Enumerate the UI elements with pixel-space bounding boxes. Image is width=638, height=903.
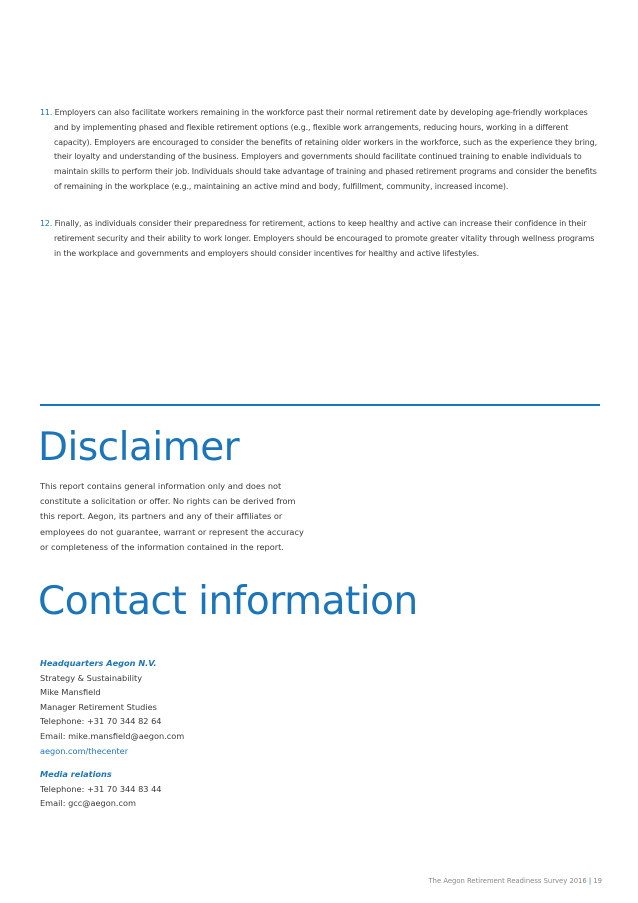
headquarters-contact	[40, 656, 184, 758]
recommendation-item	[40, 217, 600, 261]
disclaimer-line: This report contains general information only and does not	[40, 481, 282, 491]
recommendation-number: 12.	[40, 219, 53, 228]
website-link[interactable]: aegon.com/thecenter	[40, 745, 129, 756]
contact-role: Manager Retirement Studies	[40, 701, 157, 712]
disclaimer-line: or completeness of the information contained in the report.	[40, 541, 284, 552]
media-relations-contact	[40, 767, 162, 811]
contact-name: Mike Mansfield	[40, 687, 101, 698]
disclaimer-line: employees do not guarantee, warrant or represent the accuracy	[40, 526, 304, 537]
disclaimer-text	[40, 479, 320, 555]
media-relations-label: Media relations	[40, 769, 112, 779]
recommendation-item	[40, 106, 600, 195]
recommendation-text: Finally, as individuals consider their preparedness for retirement, actions to keep healthy and active can increase their confidence in their retirement security and their ability to work longer. Employers should be encouraged to promote greater vitality through wellness programs in the workplace and governments and employers should consider incentives for healthy and active lifestyles.	[54, 219, 595, 258]
disclaimer-line: this report. Aegon, its partners and any of their affiliates or	[40, 511, 283, 522]
media-telephone: Telephone: +31 70 344 83 44	[40, 783, 162, 794]
disclaimer-heading: Disclaimer	[38, 425, 240, 470]
disclaimer-line: constitute a solicitation or offer. No rights can be derived from	[40, 496, 296, 507]
recommendation-paragraph	[40, 106, 600, 195]
recommendation-text: Employers can also facilitate workers remaining in the workforce past their normal retirement date by developing age-friendly workplaces and by implementing phased and flexible retirement options (e.g., flexible work arrangements, reducing hours, working in a different capacity). Employers are encouraged to consider the benefits of retaining older workers in the workforce, such as the experience they bring, their loyalty and understanding of the business. Employers and governments should facilitate continued training to enable individuals to maintain skills to perform their job. Individuals should take advantage of training and phased retirement programs and consider the benefits of remaining in the workplace (e.g., maintaining an active mind and body, fulfillment, community, increased income).	[54, 108, 598, 191]
recommendation-paragraph	[40, 217, 600, 261]
footer-separator: |	[588, 877, 592, 885]
media-email: Email: gcc@aegon.com	[40, 798, 137, 809]
department: Strategy & Sustainability	[40, 672, 143, 683]
contact-email: Email: mike.mansfield@aegon.com	[40, 730, 185, 741]
page-footer	[429, 877, 602, 885]
headquarters-label: Headquarters Aegon N.V.	[40, 658, 157, 668]
recommendation-number: 11.	[40, 108, 53, 117]
contact-heading: Contact information	[38, 579, 418, 624]
page-number: 19	[593, 877, 602, 885]
contact-telephone: Telephone: +31 70 344 82 64	[40, 716, 162, 727]
section-divider	[40, 404, 600, 406]
footer-title: The Aegon Retirement Readiness Survey 2016	[428, 877, 587, 885]
